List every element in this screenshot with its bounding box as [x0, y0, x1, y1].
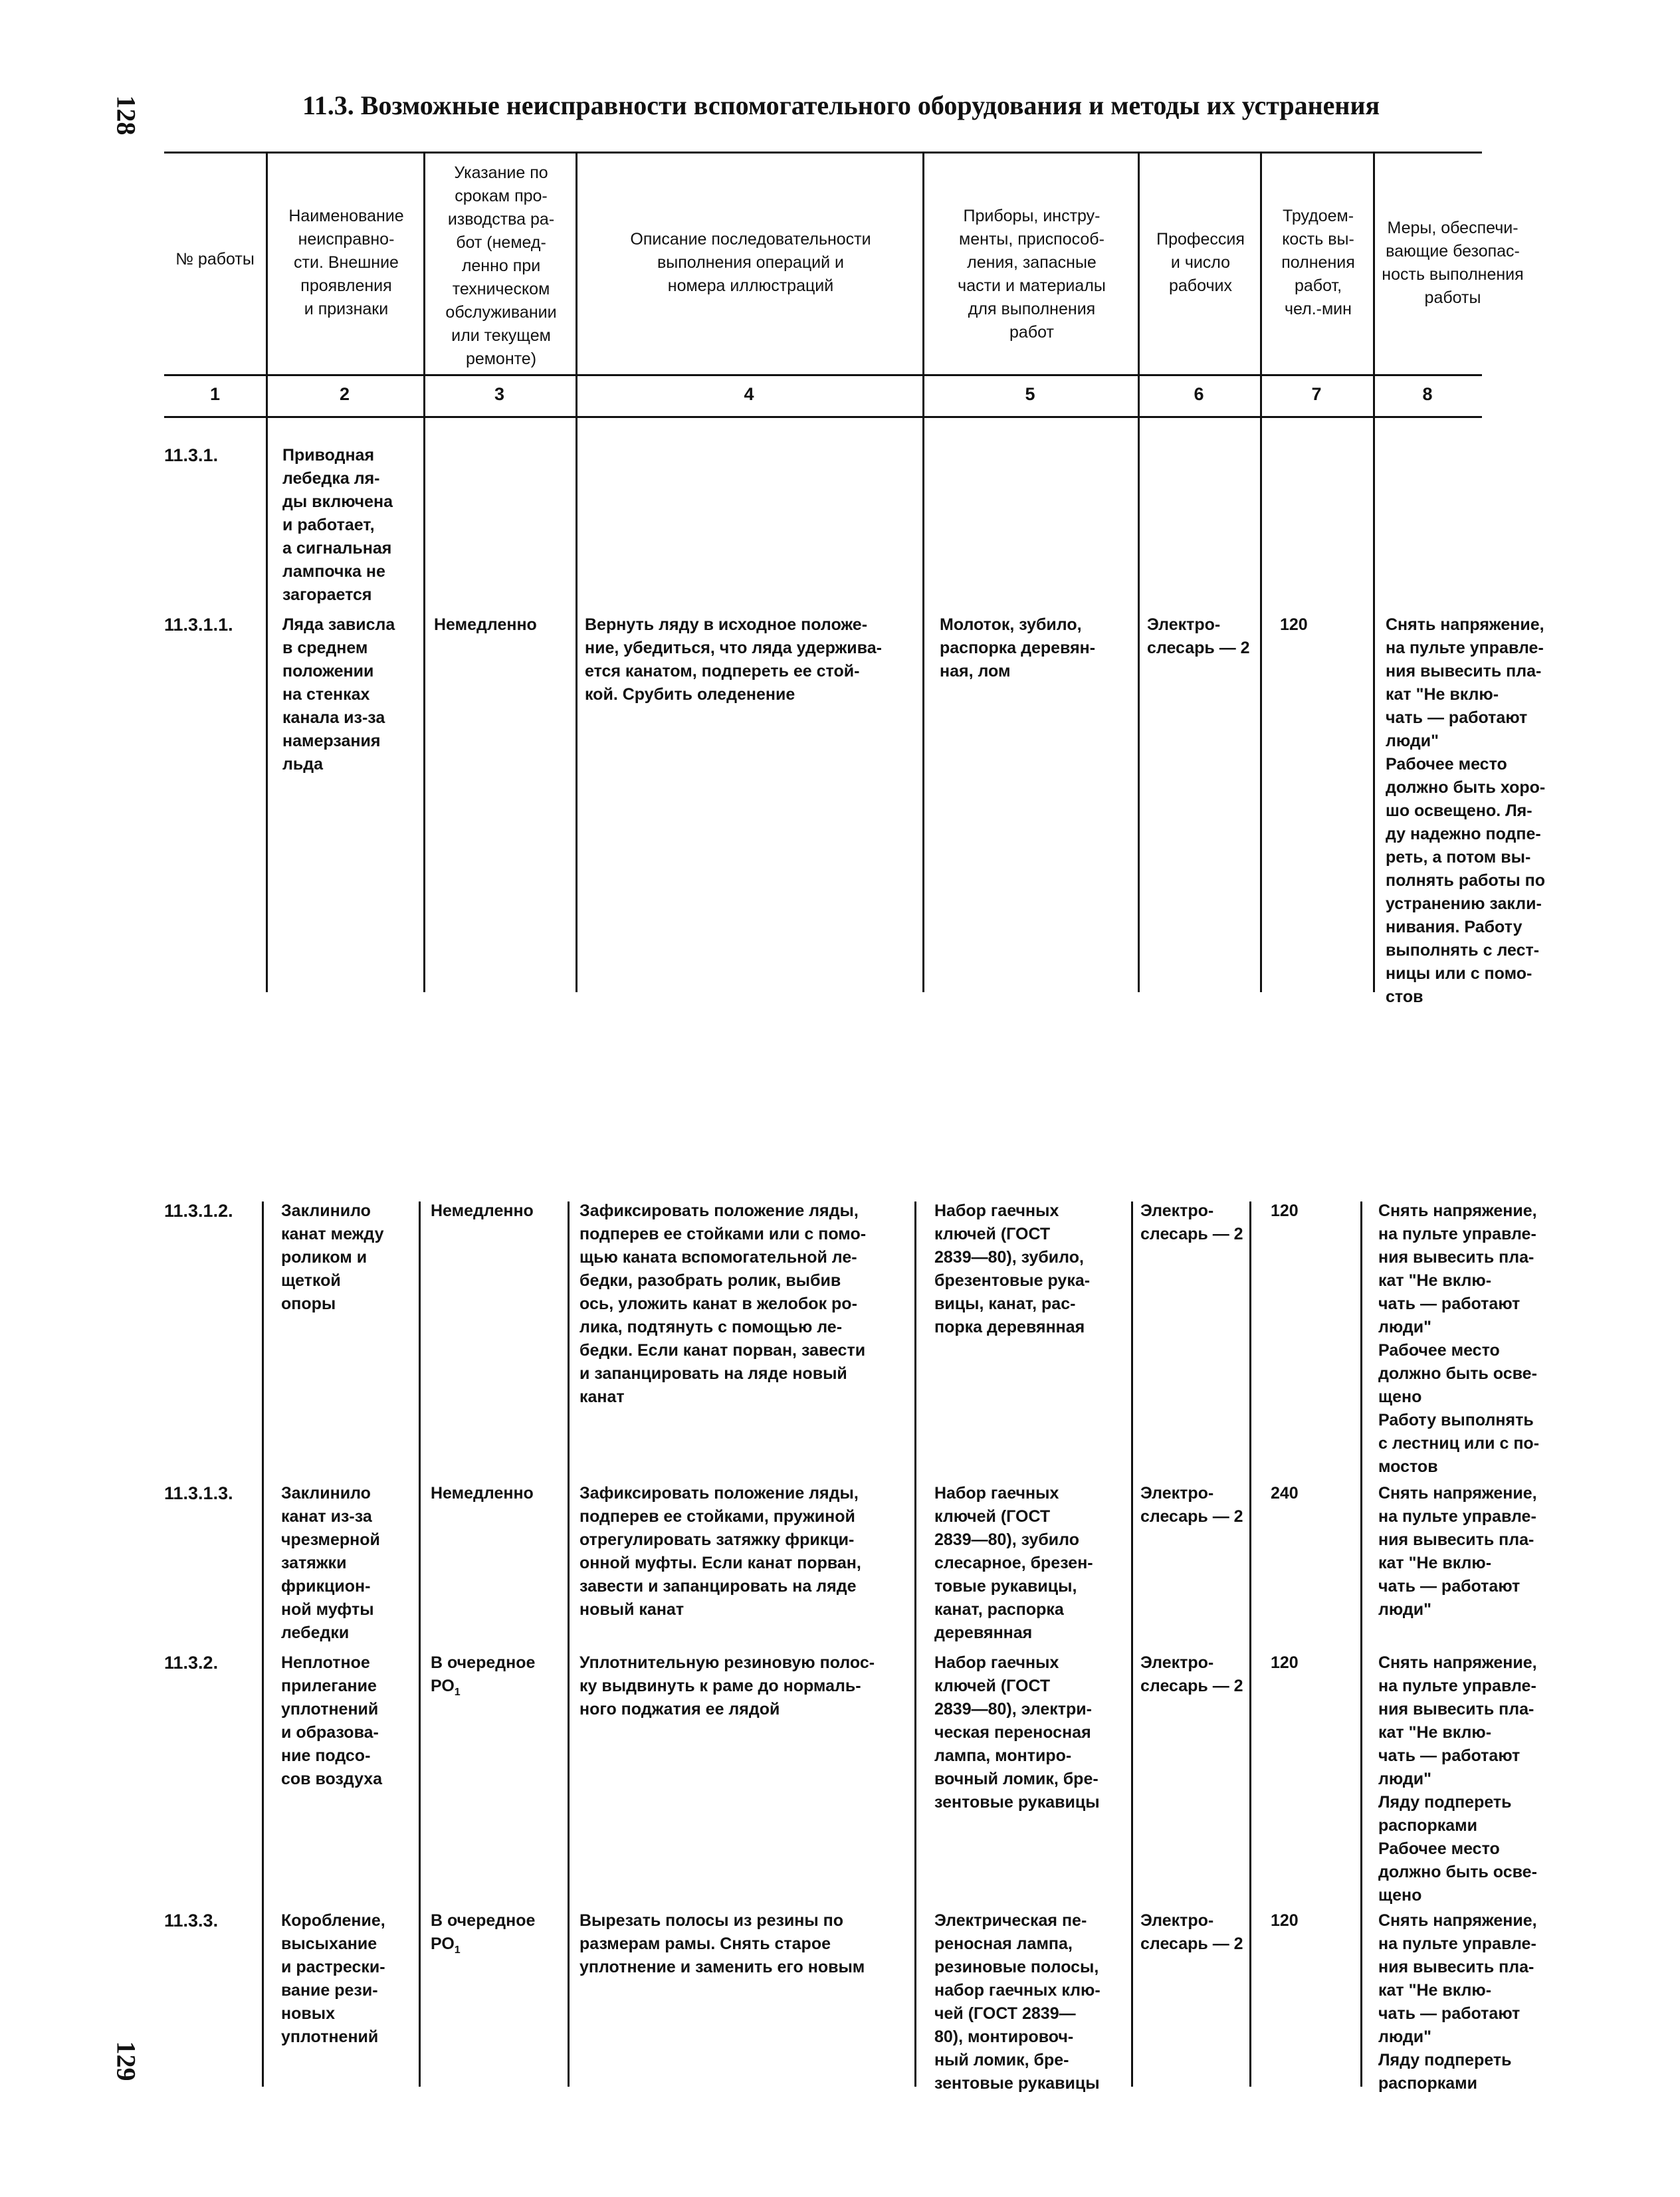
right-page-number: 129	[111, 2041, 142, 2081]
row-tools: Набор гаечных ключей (ГОСТ 2839—80), электри- ческая переносная лампа, монтиро- вочный ломик, бре- зентовые рукавицы	[934, 1653, 1100, 1812]
row-tools: Набор гаечных ключей (ГОСТ 2839—80), зубило, брезентовые рука- вицы, канат, рас- порка деревянная	[934, 1202, 1091, 1336]
row-id: 11.3.2.	[164, 1653, 219, 1673]
header-fault-name: Наименование неисправно- сти. Внешние проявления и признаки	[288, 207, 404, 318]
header-labor: Трудоем- кость вы- полнения работ, чел.-мин	[1281, 207, 1355, 318]
row-description: Зафиксировать положение ляды, подперев ее стойками или с помо- щью каната вспомогательной ле- бедки, разобрать ролик, выбив ось, уложить канат в желобок ро- лика, подтянуть с помощью ле- бедки. Если канат порван, завести и запанцировать на ляде новый канат	[579, 1202, 867, 1406]
row-id: 11.3.1.1.	[164, 615, 233, 635]
row-fault: Коробление, высыхание и растрески- вание рези- новых уплотнений	[281, 1911, 385, 2046]
row-labor: 120	[1271, 1911, 1299, 1930]
row-tools: Электрическая пе- реносная лампа, резиновые полосы, набор гаечных клю- чей (ГОСТ 2839— 80), монтировоч- ный ломик, бре- зентовые рукавицы	[934, 1911, 1101, 2093]
header-job-number: № работы	[175, 250, 255, 268]
section-title: 11.3. Возможные неисправности вспомогательного оборудования и методы их устранения	[302, 90, 1380, 120]
row-labor: 120	[1280, 615, 1308, 634]
column-number: 7	[1311, 384, 1322, 404]
row-id: 11.3.3.	[164, 1911, 219, 1931]
row-safety: Снять напряжение, на пульте управле- ния вывесить пла- кат "Не вклю- чать — работают люди" Рабочее место должно быть осве- щено Работу выполнять с лестниц или с по- мостов	[1378, 1202, 1540, 1476]
row-labor: 120	[1271, 1653, 1299, 1672]
row-term: В очередное $РО_1$	[431, 1653, 536, 1698]
column-number: 4	[744, 384, 754, 404]
row-fault: Заклинило канат из-за чрезмерной затяжки фрикцион- ной муфты лебедки	[281, 1484, 380, 1642]
column-number: 3	[494, 384, 505, 404]
row-fault: Ляда зависла в среднем положении на стенках канала из-за намерзания льда	[282, 615, 395, 774]
header-profession: Профессия и число рабочих	[1156, 230, 1245, 295]
row-id: 11.3.1.2.	[164, 1201, 233, 1221]
row-fault: Заклинило канат между роликом и щеткой опоры	[281, 1202, 384, 1313]
left-page-number: 128	[111, 95, 142, 136]
row-labor: 120	[1271, 1202, 1299, 1220]
column-number: 5	[1025, 384, 1035, 404]
row-safety: Снять напряжение, на пульте управле- ния вывесить пла- кат "Не вклю- чать — работают люди" Ляду подпереть распорками Рабочее место должно быть осве- щено	[1378, 1653, 1537, 1905]
row-fault: Приводная лебедка ля- ды включена и работает, а сигнальная лампочка не загорается	[282, 446, 393, 604]
row-safety: Снять напряжение, на пульте управле- ния вывесить пла- кат "Не вклю- чать — работают люди"	[1378, 1484, 1537, 1619]
row-fault: Неплотное прилегание уплотнений и образова- ние подсо- сов воздуха	[281, 1653, 383, 1788]
row-term: В очередное $РО_1$	[431, 1911, 536, 1956]
row-tools: Молоток, зубило, распорка деревян- ная, лом	[940, 615, 1096, 680]
column-number: 1	[209, 384, 221, 404]
header-description: Описание последовательности выполнения операций и номера иллюстраций	[630, 230, 871, 295]
column-number: 6	[1194, 384, 1204, 404]
row-description: Вернуть ляду в исходное положе- ние, убедиться, что ляда удержива- ется канатом, подпереть ее стой- кой. Срубить оледенение	[585, 615, 882, 704]
row-term: Немедленно	[431, 1202, 534, 1220]
row-term: Немедленно	[434, 615, 537, 634]
header-work-term: Указание по срокам про- изводства ра- бот (немед- ленно при техническом обслуживании или текущем ремонте)	[445, 163, 557, 368]
row-id: 11.3.1.3.	[164, 1483, 233, 1503]
row-term: Немедленно	[431, 1484, 534, 1503]
row-profession: Электро- слесарь — 2	[1140, 1911, 1243, 1953]
row-profession: Электро- слесарь — 2	[1140, 1653, 1243, 1695]
column-number: 2	[339, 384, 350, 404]
row-safety: Снять напряжение, на пульте управле- ния вывесить пла- кат "Не вклю- чать — работают люди" Рабочее место должно быть хоро- шо освещено. Ля- ду надежно подпе- реть, а потом вы- полнять работы по устранению закли- нивания. Работу выполнять с лест- ницы или с помо- стов	[1386, 615, 1546, 1006]
row-id: 11.3.1.	[164, 445, 219, 465]
row-profession: Электро- слесарь — 2	[1147, 615, 1250, 657]
header-safety: Меры, обеспечи- вающие безопас- ность выполнения работы	[1382, 219, 1524, 307]
row-profession: Электро- слесарь — 2	[1140, 1202, 1243, 1243]
row-description: Зафиксировать положение ляды, подперев ее стойками, пружиной отрегулировать затяжку фрикци- онной муфты. Если канат порван, завести и запанцировать на ляде новый канат	[579, 1484, 861, 1619]
header-tools: Приборы, инстру- менты, приспособ- ления, запасные части и материалы для выполнения работ	[958, 207, 1106, 342]
row-profession: Электро- слесарь — 2	[1140, 1484, 1243, 1526]
row-description: Вырезать полосы из резины по размерам рамы. Снять старое уплотнение и заменить его новым	[579, 1911, 865, 1976]
row-labor: 240	[1271, 1484, 1299, 1503]
row-tools: Набор гаечных ключей (ГОСТ 2839—80), зубило слесарное, брезен- товые рукавицы, канат, распорка деревянная	[934, 1484, 1093, 1642]
row-safety: Снять напряжение, на пульте управле- ния вывесить пла- кат "Не вклю- чать — работают люди" Ляду подпереть распорками	[1378, 1911, 1537, 2093]
column-number: 8	[1422, 384, 1433, 404]
row-description: Уплотнительную резиновую полос- ку выдвинуть к раме до нормаль- ного поджатия ее лядой	[579, 1653, 875, 1719]
